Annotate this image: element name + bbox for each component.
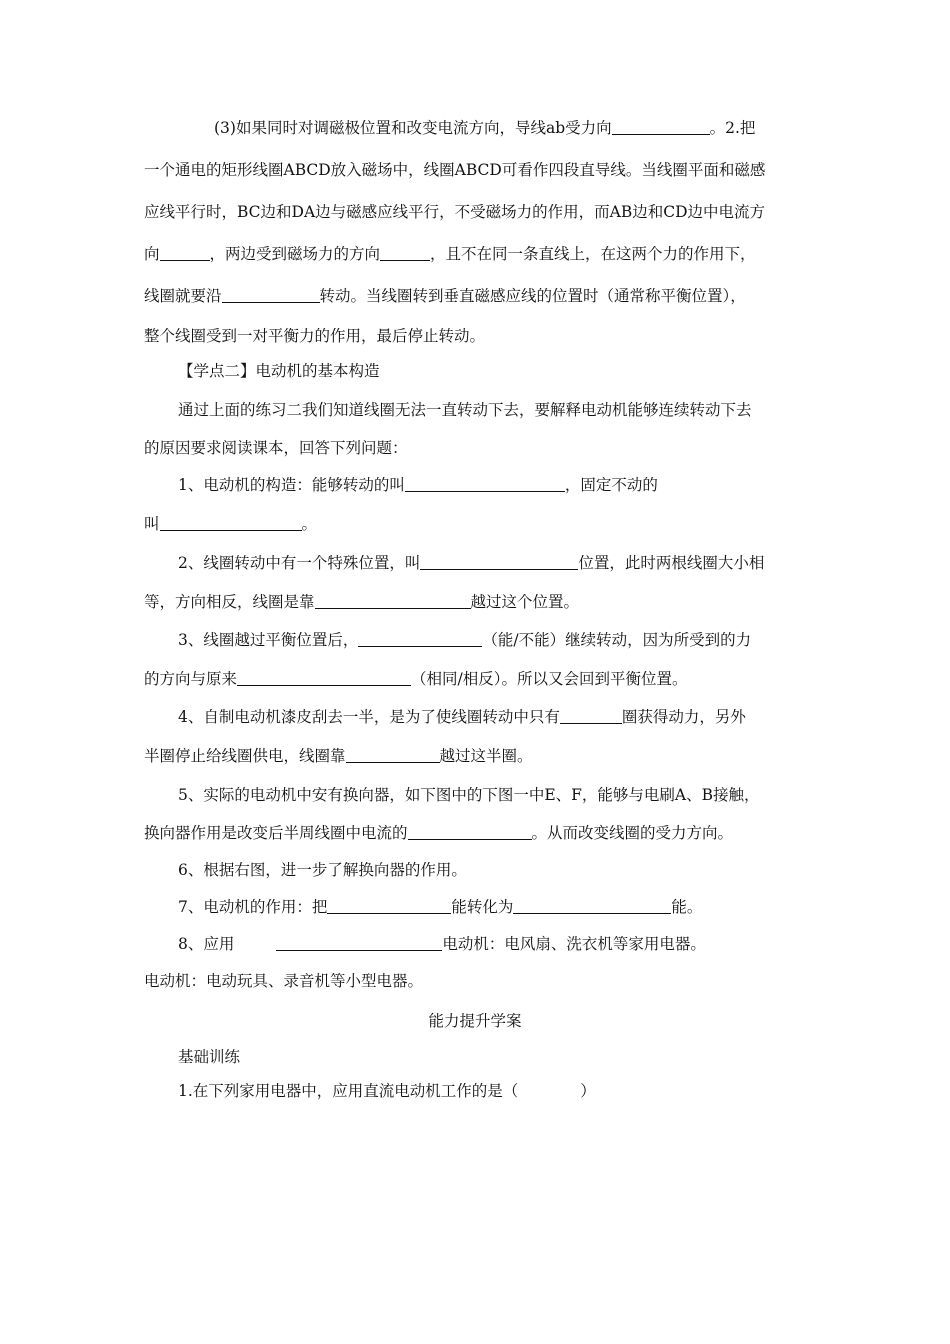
question-line — [178, 934, 706, 954]
question-line — [144, 592, 579, 612]
text: 。从而改变线圈的受力方向。 — [531, 824, 734, 842]
section-title: 【学点二】电动机的基本构造 — [178, 362, 380, 380]
question-line — [144, 669, 688, 689]
text: 等，方向相反，线圈是靠 — [144, 593, 315, 611]
answer-blank[interactable] — [237, 670, 411, 686]
answer-blank[interactable] — [160, 515, 302, 531]
subsection-title: 基础训练 — [178, 1048, 241, 1066]
text: 。 — [301, 515, 318, 533]
question-line — [178, 475, 658, 495]
paragraph-line — [144, 244, 756, 264]
text: 越过这个位置。 — [470, 593, 580, 611]
answer-blank[interactable] — [276, 935, 442, 951]
paragraph-line — [214, 118, 755, 138]
text: 的方向与原来 — [144, 670, 238, 688]
text: ，两边受到磁场力的方向 — [209, 245, 381, 263]
text: ，且不在同一条直线上，在这两个力的作用下， — [430, 245, 756, 263]
paragraph-line: 通过上面的练习二我们知道线圈无法一直转动下去，要解释电动机能够连续转动下去 — [178, 401, 752, 419]
text: 半圈停止给线圈供电，线圈靠 — [144, 747, 346, 765]
answer-blank — [612, 119, 710, 135]
answer-blank[interactable] — [327, 898, 451, 914]
answer-blank[interactable] — [405, 476, 565, 492]
question-line — [178, 630, 751, 650]
paragraph-line: 应线平行时，BC边和DA边与磁感应线平行，不受磁场力的作用，而AB边和CD边中电流方 — [144, 203, 766, 221]
text: 能转化为 — [451, 898, 514, 916]
text: 线圈就要沿 — [144, 287, 222, 305]
answer-blank[interactable] — [420, 554, 578, 570]
question-line — [144, 746, 533, 766]
section-title: 能力提升学案 — [428, 1012, 522, 1030]
question-line — [178, 897, 702, 917]
text: 转动。当线圈转到垂直磁感应线的位置时（通常称平衡位置）， — [319, 287, 746, 305]
paragraph-line: 一个通电的矩形线圈ABCD放入磁场中，线圈ABCD可看作四段直导线。当线圈平面和磁感 — [144, 161, 766, 179]
question-line: 5、实际的电动机中安有换向器，如下图中的下图一中E、F，能够与电刷A、B接触， — [178, 786, 760, 804]
answer-blank[interactable] — [513, 898, 671, 914]
text: 2、线圈转动中有一个特殊位置，叫 — [178, 554, 421, 572]
question-line — [144, 823, 733, 843]
text: ，固定不动的 — [564, 476, 658, 494]
paragraph-line: 的原因要求阅读课本，回答下列问题： — [144, 439, 408, 457]
question-line: 电动机：电动玩具、录音机等小型电器。 — [144, 972, 424, 990]
text: 换向器作用是改变后半周线圈中电流的 — [144, 824, 408, 842]
text: 能。 — [671, 898, 703, 916]
answer-blank — [160, 245, 210, 261]
answer-blank[interactable] — [358, 631, 482, 647]
answer-blank[interactable] — [560, 708, 622, 724]
question-line — [178, 707, 746, 727]
question-line — [178, 553, 764, 573]
text: 4、自制电动机漆皮刮去一半，是为了使线圈转动中只有 — [178, 708, 560, 726]
answer-blank — [380, 245, 430, 261]
answer-blank[interactable] — [315, 593, 471, 609]
paragraph-line: 整个线圈受到一对平衡力的作用，最后停止转动。 — [144, 327, 486, 345]
text: 8、应用 — [178, 935, 235, 953]
text: 圈获得动力，另外 — [621, 708, 746, 726]
text: 向 — [144, 245, 160, 263]
text: 。2.把 — [709, 119, 756, 137]
text: 1、电动机的构造：能够转动的叫 — [178, 476, 405, 494]
text: 7、电动机的作用：把 — [178, 898, 328, 916]
answer-blank[interactable] — [408, 824, 532, 840]
text: （能/不能）继续转动，因为所受到的力 — [482, 631, 752, 649]
question-line: 6、根据右图，进一步了解换向器的作用。 — [178, 861, 467, 879]
text: 电动机：电风扇、洗衣机等家用电器。 — [442, 935, 706, 953]
question-line — [144, 514, 317, 534]
paragraph-line — [144, 286, 746, 306]
exercise-line: 1.在下列家用电器中，应用直流电动机工作的是（ ） — [178, 1082, 596, 1100]
text: （相同/相反）。所以又会回到平衡位置。 — [411, 670, 688, 688]
answer-blank[interactable] — [346, 747, 440, 763]
text: 位置，此时两根线圈大小相 — [578, 554, 765, 572]
text: 越过这半圈。 — [439, 747, 533, 765]
text: 叫 — [144, 515, 160, 533]
answer-blank — [222, 287, 320, 303]
text: 3、线圈越过平衡位置后， — [178, 631, 359, 649]
text: (3)如果同时对调磁极位置和改变电流方向，导线ab受力向 — [214, 119, 612, 137]
